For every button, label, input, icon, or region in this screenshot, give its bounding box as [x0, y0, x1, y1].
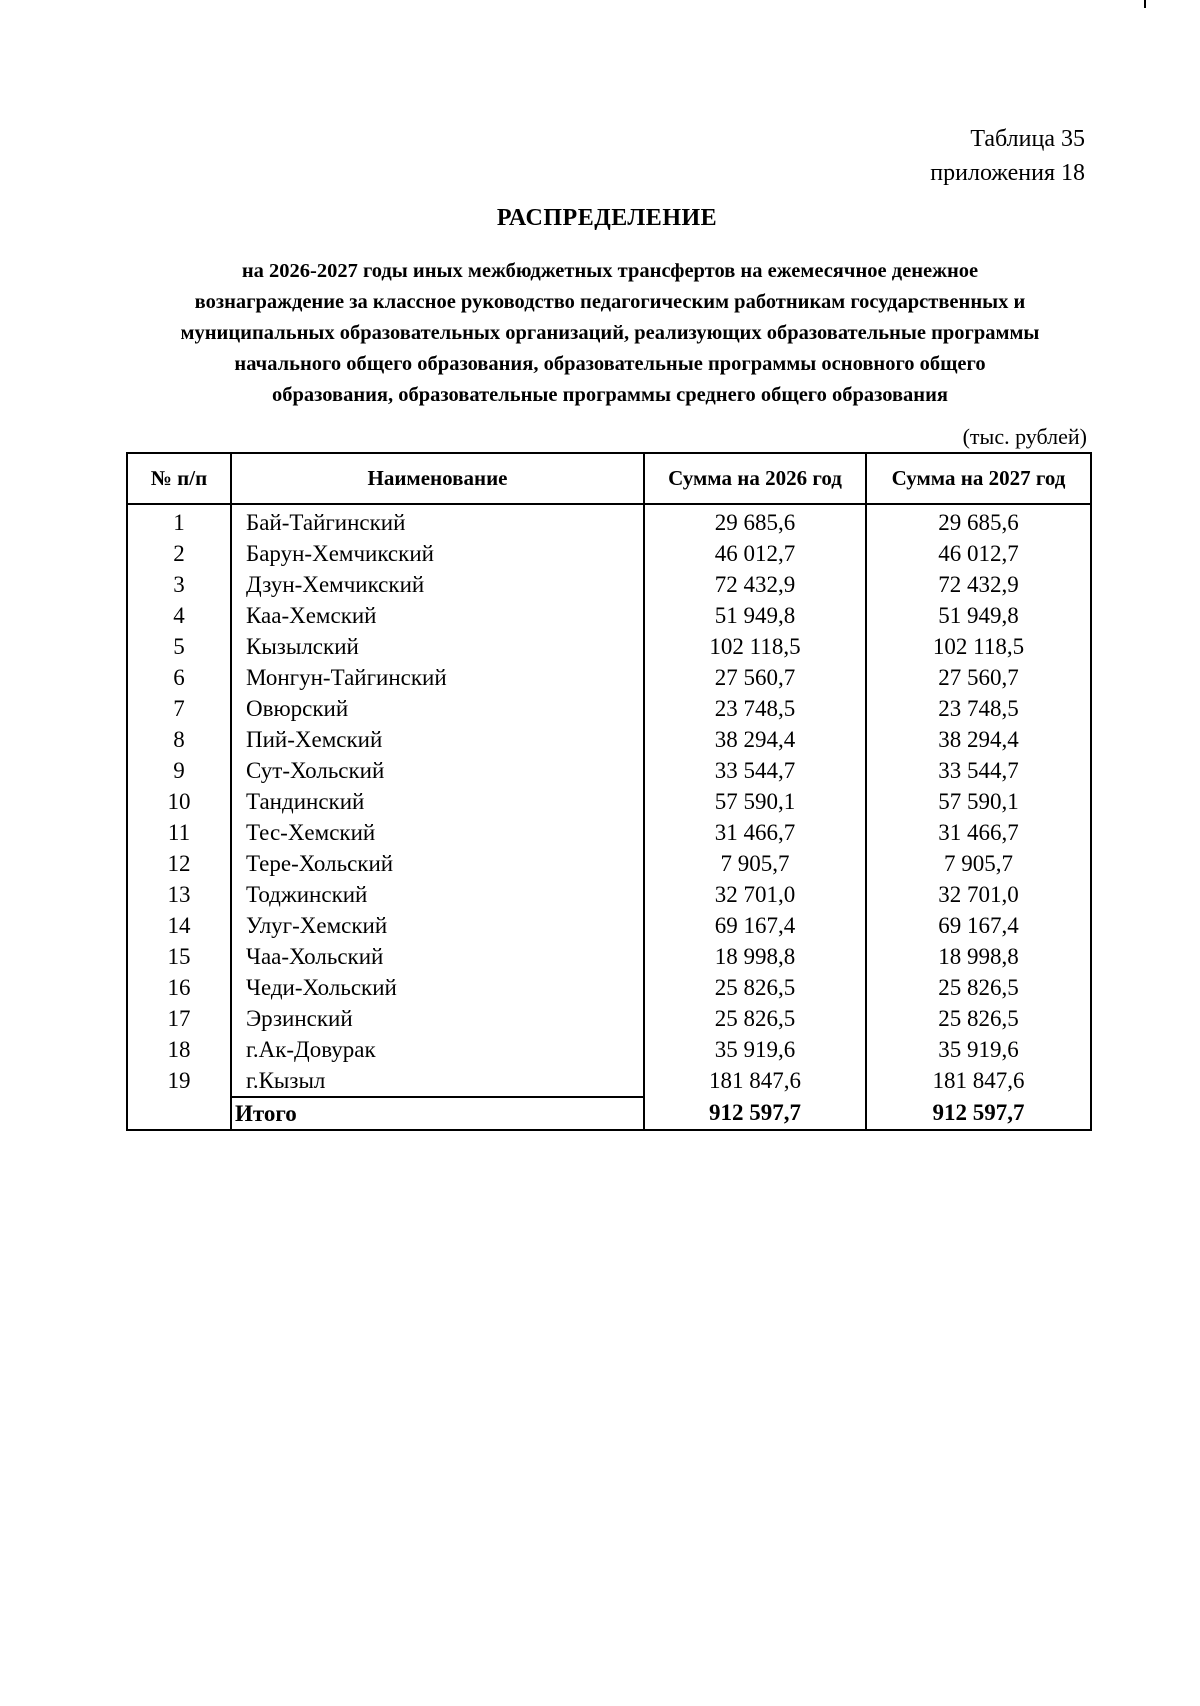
cell-name: Чаа-Хольский [231, 941, 644, 972]
cell-num: 4 [127, 600, 231, 631]
header-sum-2026: Сумма на 2026 год [644, 453, 866, 504]
cell-sum-2026: 33 544,7 [644, 755, 866, 786]
cell-name: Сут-Хольский [231, 755, 644, 786]
cell-sum-2027: 181 847,6 [866, 1065, 1091, 1097]
table-row [127, 1034, 1091, 1065]
cell-sum-2026: 51 949,8 [644, 600, 866, 631]
cell-sum-2026: 102 118,5 [644, 631, 866, 662]
cell-name: Тандинский [231, 786, 644, 817]
table-header-row [127, 453, 1091, 504]
cell-num: 9 [127, 755, 231, 786]
units-label: (тыс. рублей) [962, 424, 1087, 449]
table-reference [930, 122, 1085, 190]
cell-sum-2027: 57 590,1 [866, 786, 1091, 817]
total-label: Итого [231, 1097, 644, 1130]
subtitle-line: на 2026-2027 годы иных межбюджетных трансфертов на ежемесячное денежное [241, 260, 979, 282]
cell-name: Тес-Хемский [231, 817, 644, 848]
cell-name: Пий-Хемский [231, 724, 644, 755]
table-label: Таблица 35 [970, 126, 1085, 152]
table-row [127, 1003, 1091, 1034]
cell-sum-2027: 72 432,9 [866, 569, 1091, 600]
distribution-table [126, 452, 1092, 1131]
header-sum-2027: Сумма на 2027 год [866, 453, 1091, 504]
total-sum-2026: 912 597,7 [644, 1097, 866, 1130]
cell-name: Бай-Тайгинский [231, 504, 644, 538]
cell-num: 11 [127, 817, 231, 848]
table-row [127, 1065, 1091, 1097]
cell-num: 8 [127, 724, 231, 755]
cell-sum-2027: 51 949,8 [866, 600, 1091, 631]
cell-num: 16 [127, 972, 231, 1003]
cell-num: 1 [127, 504, 231, 538]
cell-sum-2026: 38 294,4 [644, 724, 866, 755]
table-row [127, 941, 1091, 972]
subtitle-line: начального общего образования, образовательные программы основного общего [234, 353, 986, 375]
table-row [127, 848, 1091, 879]
table-row [127, 786, 1091, 817]
cell-num: 2 [127, 538, 231, 569]
cell-sum-2027: 27 560,7 [866, 662, 1091, 693]
cell-sum-2026: 32 701,0 [644, 879, 866, 910]
cell-num: 5 [127, 631, 231, 662]
table-row [127, 755, 1091, 786]
cell-sum-2027: 35 919,6 [866, 1034, 1091, 1065]
table-row [127, 910, 1091, 941]
cell-name: Кызылский [231, 631, 644, 662]
cell-sum-2026: 18 998,8 [644, 941, 866, 972]
appendix-label: приложения 18 [930, 160, 1085, 186]
table-row [127, 569, 1091, 600]
cell-name: Монгун-Тайгинский [231, 662, 644, 693]
cell-sum-2026: 23 748,5 [644, 693, 866, 724]
table-row [127, 817, 1091, 848]
subtitle-line: муниципальных образовательных организаций, реализующих образовательные программы [180, 322, 1040, 344]
cell-sum-2026: 31 466,7 [644, 817, 866, 848]
cell-num: 10 [127, 786, 231, 817]
table-row [127, 600, 1091, 631]
cell-sum-2027: 29 685,6 [866, 504, 1091, 538]
cell-sum-2026: 25 826,5 [644, 972, 866, 1003]
cell-name: Тоджинский [231, 879, 644, 910]
cell-name: Чеди-Хольский [231, 972, 644, 1003]
table-row [127, 504, 1091, 538]
cell-sum-2027: 25 826,5 [866, 972, 1091, 1003]
cell-name: г.Ак-Довурак [231, 1034, 644, 1065]
cell-sum-2026: 181 847,6 [644, 1065, 866, 1097]
cell-num: 14 [127, 910, 231, 941]
table-row [127, 631, 1091, 662]
cell-sum-2027: 33 544,7 [866, 755, 1091, 786]
cell-num: 13 [127, 879, 231, 910]
cell-num: 19 [127, 1065, 231, 1097]
table-row [127, 972, 1091, 1003]
scan-edge-mark [1144, 0, 1146, 8]
cell-sum-2027: 32 701,0 [866, 879, 1091, 910]
cell-sum-2027: 31 466,7 [866, 817, 1091, 848]
cell-num: 18 [127, 1034, 231, 1065]
cell-sum-2026: 27 560,7 [644, 662, 866, 693]
document-title: РАСПРЕДЕЛЕНИЕ [496, 205, 718, 231]
table-row [127, 538, 1091, 569]
table-row [127, 724, 1091, 755]
cell-num: 7 [127, 693, 231, 724]
cell-num: 17 [127, 1003, 231, 1034]
subtitle-line: вознаграждение за классное руководство педагогическим работникам государственных и [194, 291, 1026, 313]
document-subtitle [130, 256, 1090, 411]
cell-name: Барун-Хемчикский [231, 538, 644, 569]
table-body [127, 504, 1091, 1130]
cell-num: 6 [127, 662, 231, 693]
total-sum-2027: 912 597,7 [866, 1097, 1091, 1130]
cell-sum-2027: 25 826,5 [866, 1003, 1091, 1034]
cell-sum-2027: 38 294,4 [866, 724, 1091, 755]
cell-num: 15 [127, 941, 231, 972]
table-row [127, 693, 1091, 724]
cell-sum-2027: 69 167,4 [866, 910, 1091, 941]
header-num: № п/п [127, 453, 231, 504]
header-name: Наименование [231, 453, 644, 504]
cell-sum-2026: 7 905,7 [644, 848, 866, 879]
cell-name: Эрзинский [231, 1003, 644, 1034]
cell-sum-2027: 102 118,5 [866, 631, 1091, 662]
cell-name: Дзун-Хемчикский [231, 569, 644, 600]
cell-num: 3 [127, 569, 231, 600]
total-cell-empty [127, 1097, 231, 1130]
cell-sum-2026: 57 590,1 [644, 786, 866, 817]
cell-num: 12 [127, 848, 231, 879]
cell-sum-2026: 25 826,5 [644, 1003, 866, 1034]
cell-name: Каа-Хемский [231, 600, 644, 631]
cell-sum-2027: 18 998,8 [866, 941, 1091, 972]
cell-name: Улуг-Хемский [231, 910, 644, 941]
cell-sum-2027: 46 012,7 [866, 538, 1091, 569]
cell-name: г.Кызыл [231, 1065, 644, 1097]
cell-name: Тере-Хольский [231, 848, 644, 879]
cell-sum-2027: 7 905,7 [866, 848, 1091, 879]
cell-sum-2026: 69 167,4 [644, 910, 866, 941]
table-row [127, 879, 1091, 910]
cell-name: Овюрский [231, 693, 644, 724]
cell-sum-2026: 72 432,9 [644, 569, 866, 600]
table-row [127, 662, 1091, 693]
cell-sum-2026: 29 685,6 [644, 504, 866, 538]
cell-sum-2027: 23 748,5 [866, 693, 1091, 724]
cell-sum-2026: 46 012,7 [644, 538, 866, 569]
cell-sum-2026: 35 919,6 [644, 1034, 866, 1065]
total-row [127, 1097, 1091, 1130]
subtitle-line: образования, образовательные программы среднего общего образования [271, 384, 949, 406]
